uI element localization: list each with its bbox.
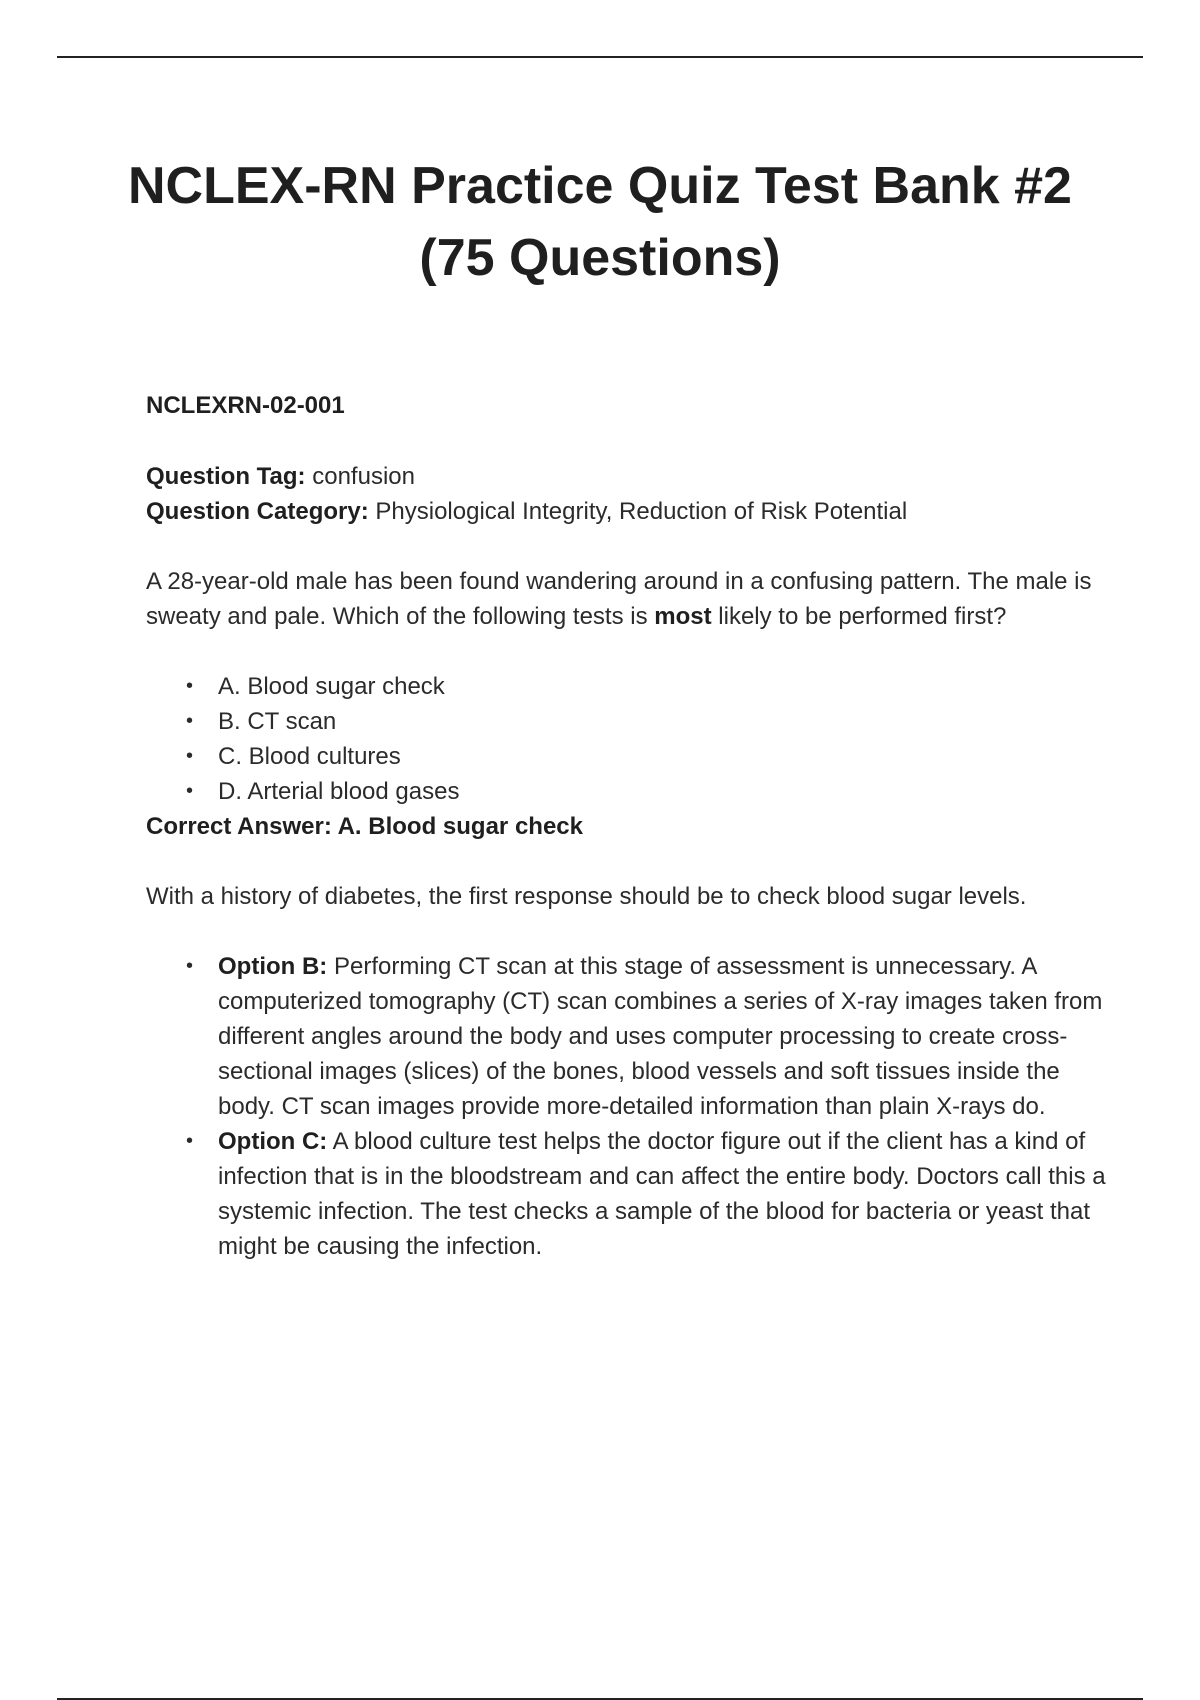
option-explanations-list: [146, 949, 1106, 1264]
question-tag-label: Question Tag:: [146, 463, 306, 490]
question-stem-end: likely to be performed first?: [711, 603, 1007, 630]
answer-option-a: • A. Blood sugar check: [218, 669, 1106, 704]
answer-option-c: • C. Blood cultures: [218, 739, 1106, 774]
question-block: [146, 388, 1106, 1264]
explanation-option-c-text: A blood culture test helps the doctor figure out if the client has a kind of infection that is in the bloodstream and can affect the entire body. Doctors call this a systemic infection. The test checks a sample of the blood for bacteria or yeast that might be causing the infection.: [218, 1128, 1106, 1260]
answer-option-d: • D. Arterial blood gases: [218, 774, 1106, 809]
explanation-option-b: [218, 949, 1106, 1124]
question-id: NCLEXRN-02-001: [146, 392, 345, 419]
top-divider: [57, 56, 1143, 58]
answer-option-b: • B. CT scan: [218, 704, 1106, 739]
correct-answer: Correct Answer: A. Blood sugar check: [146, 813, 583, 840]
explanation-option-c-label: Option C:: [218, 1128, 328, 1155]
answer-options-list: [146, 669, 1106, 809]
explanation-option-c: [218, 1124, 1106, 1264]
question-tag-value: confusion: [312, 463, 415, 490]
question-category-row: [146, 494, 1106, 529]
question-tag-row: [146, 459, 1106, 494]
page-title: NCLEX-RN Practice Quiz Test Bank #2 (75 Questions): [128, 157, 1072, 287]
question-category-label: Question Category:: [146, 498, 369, 525]
rationale-text: With a history of diabetes, the first response should be to check blood sugar levels.: [146, 883, 1027, 910]
question-stem-start: A 28-year-old male has been found wandering around in a confusing pattern. The male is sweaty and pale. Which of the following tests is: [146, 568, 1092, 630]
explanation-option-b-text: Performing CT scan at this stage of assessment is unnecessary. A computerized tomography (CT) scan combines a series of X-ray images taken from different angles around the body and uses computer processing to create cross-sectional images (slices) of the bones, blood vessels and soft tissues inside the body. CT scan images provide more-detailed information than plain X-rays do.: [218, 953, 1103, 1120]
explanation-option-b-label: Option B:: [218, 953, 328, 980]
question-category-value: Physiological Integrity, Reduction of Risk Potential: [375, 498, 908, 525]
question-stem: [146, 564, 1106, 634]
question-stem-emphasis: most: [654, 603, 712, 630]
